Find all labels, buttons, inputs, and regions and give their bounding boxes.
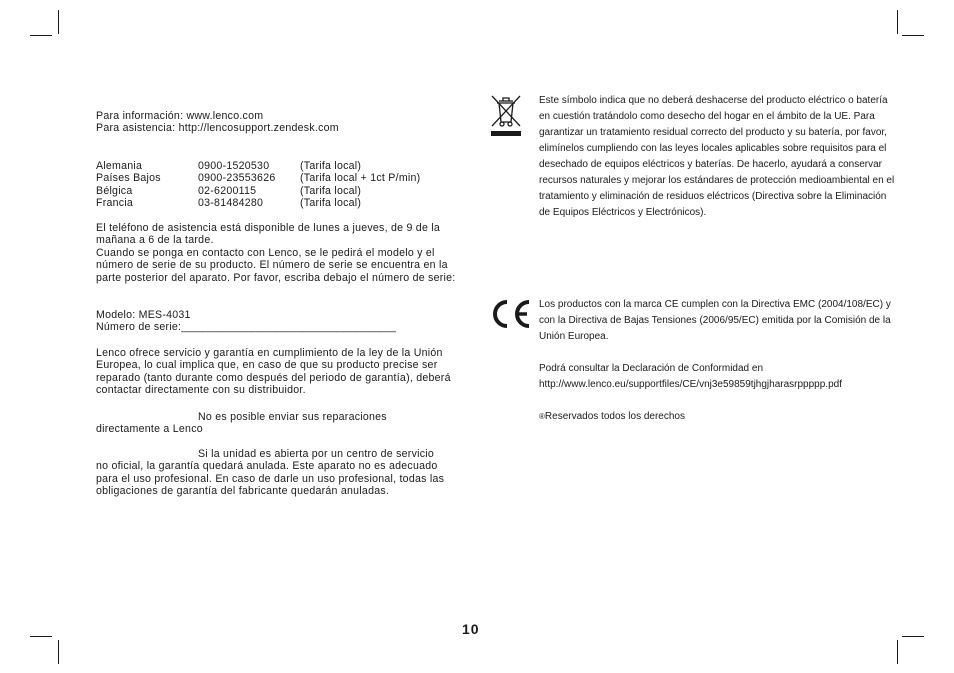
crop-mark-top-right-vertical xyxy=(897,10,898,34)
model-line: Modelo: MES-4031 xyxy=(96,309,191,321)
phone-number: 02-6200115 xyxy=(198,184,257,197)
product-id-block xyxy=(96,309,462,334)
phone-country: Alemania xyxy=(96,160,143,172)
crop-mark-top-left-horizontal xyxy=(30,35,52,36)
crop-mark-bottom-left-vertical xyxy=(58,640,59,664)
support-hours-block xyxy=(96,222,462,284)
phone-number: 0900-23553626 xyxy=(198,172,276,185)
serial-number-line: Número de serie:___________________________________ xyxy=(96,321,397,334)
ce-text: Los productos con la marca CE cumplen con la Directiva EMC (2004/108/EC) y con la Directiva de Bajas Tensiones (2006/95/EC) emitida por la Comisión de la Unión Europea. xyxy=(539,299,891,342)
crop-mark-bottom-right-horizontal xyxy=(902,636,924,637)
warranty-text: Lenco ofrece servicio y garantía en cumplimiento de la ley de la Unión Europea, lo cual implica que, en caso de que su producto precise ser reparado (tanto durante como después del periodo de garantía), deberá contactar directamente con su distribuidor. xyxy=(96,347,451,397)
phone-row xyxy=(96,160,462,172)
phone-rate: (Tarifa local + 1ct P/min) xyxy=(300,172,421,185)
crop-mark-top-right-horizontal xyxy=(902,35,924,36)
contact-block xyxy=(96,110,339,135)
phone-country: Francia xyxy=(96,197,134,210)
phone-country: Bélgica xyxy=(96,184,133,197)
phone-row xyxy=(96,197,462,209)
page-number: 10 xyxy=(462,621,480,637)
no-repairs-block xyxy=(96,411,462,436)
weee-text: Este símbolo indica que no deberá deshacerse del producto eléctrico o batería en cuestión tratándolo como desecho del hogar en el ámbito de la UE. Para garantizar un tratamiento residual correcto del producto y su batería, por favor, elimínelos cumpliendo con las leyes locales aplicables sobre requisitos para el desechado de equipos eléctricos y baterías. De hacerlo, ayudará a conservar recursos naturales y mejorar los estándares de protección medioambiental en el tratamiento y eliminación de residuos eléctricos (Directiva sobre la Eliminación de Equipos Eléctricos y Electrónicos). xyxy=(539,95,895,218)
serial-instructions-text: Cuando se ponga en contacto con Lenco, se le pedirá el modelo y el número de serie de su producto. El número de serie se encuentra en la parte posterior del aparato. Por favor, escriba debajo el número de serie: xyxy=(96,246,456,284)
ce-text-block xyxy=(539,297,899,345)
crop-mark-top-left-vertical xyxy=(58,10,59,34)
unauthorized-text: no oficial, la garantía quedará anulada. Este aparato no es adecuado para el uso profesional. En caso de darle un uso profesional, todas las obligaciones de garantía del fabricante quedarán anuladas. xyxy=(96,460,445,498)
support-line: Para asistencia: http://lencosupport.zendesk.com xyxy=(96,122,339,135)
phone-row xyxy=(96,185,462,197)
registered-symbol: ® xyxy=(539,412,545,421)
conformity-block xyxy=(539,361,899,393)
ce-mark-icon xyxy=(490,298,532,330)
weee-crossed-bin-icon xyxy=(489,93,523,137)
rights-block xyxy=(539,409,899,425)
phone-row xyxy=(96,172,462,184)
weee-text-block xyxy=(539,93,899,221)
warranty-block xyxy=(96,347,462,397)
no-repairs-line2: directamente a Lenco xyxy=(96,423,203,436)
unauthorized-line1: Si la unidad es abierta por un centro de servicio xyxy=(198,448,435,460)
crop-mark-bottom-right-vertical xyxy=(897,640,898,664)
conformity-line: Podrá consultar la Declaración de Conformidad en xyxy=(539,363,764,374)
conformity-url: http://www.lenco.eu/supportfiles/CE/vnj3e59859tjhgjharasrppppp.pdf xyxy=(539,379,842,390)
info-line: Para información: www.lenco.com xyxy=(96,110,264,122)
phone-rate: (Tarifa local) xyxy=(300,197,362,210)
crop-mark-bottom-left-horizontal xyxy=(30,636,52,637)
phone-number: 0900-1520530 xyxy=(198,160,270,172)
rights-text: Reservados todos los derechos xyxy=(544,411,685,422)
no-repairs-line1: No es posible enviar sus reparaciones xyxy=(198,411,387,423)
phone-country: Países Bajos xyxy=(96,172,161,185)
phone-rate: (Tarifa local) xyxy=(300,160,362,172)
phone-number: 03-81484280 xyxy=(198,197,264,210)
availability-text: El teléfono de asistencia está disponible de lunes a jueves, de 9 de la mañana a 6 de la tarde. xyxy=(96,222,441,247)
phone-table xyxy=(96,160,462,210)
phone-rate: (Tarifa local) xyxy=(300,184,362,197)
unauthorized-block xyxy=(96,448,462,498)
